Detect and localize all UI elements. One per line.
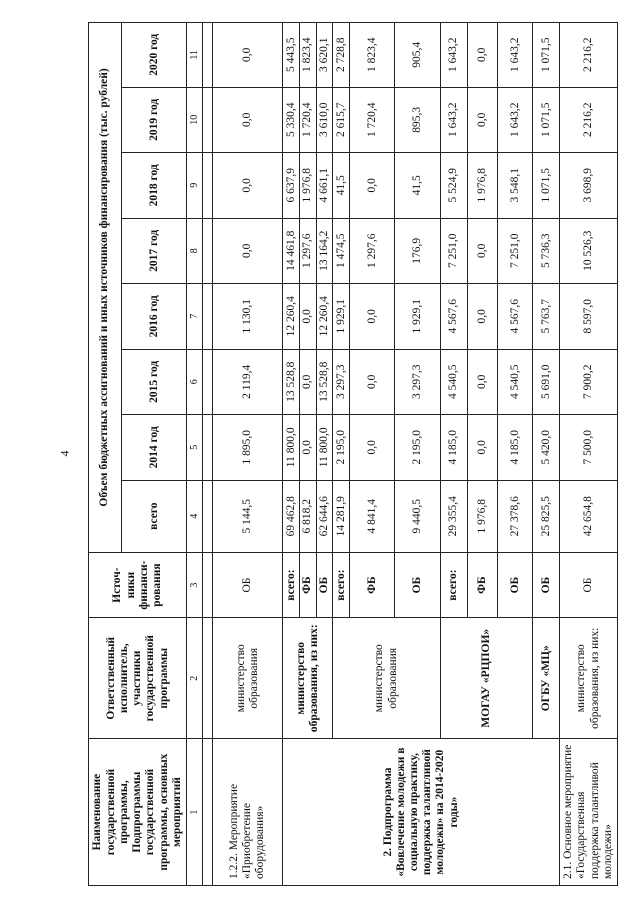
header-year: 2016 год — [121, 284, 187, 350]
header-executor: Ответственный исполнитель, участники государственной программы — [89, 618, 187, 739]
table-row: ФБ 1 976,8 0,0 0,0 0,0 0,0 1 976,8 0,0 0,0 — [467, 23, 498, 886]
table-row: ФБ 6 818,2 0,0 0,0 0,0 1 297,6 1 976,8 1 720,4 1 823,4 — [299, 23, 316, 886]
table-row: МОГАУ «РЦПОИ» всего: 29 355,4 4 185,0 4 540,5 4 567,6 7 251,0 5 524,9 1 643,2 1 643,2 — [440, 23, 467, 886]
column-index-row: 1 2 3 4 5 6 7 8 9 10 11 — [187, 23, 202, 886]
row-name: 2.1. Основное мероприятие «Государственная поддержка талантливой молодежи» — [560, 739, 618, 886]
row-source: ОБ — [213, 552, 283, 618]
table-row: 2.1. Основное мероприятие «Государственная поддержка талантливой молодежи» министерство образования, из них: ОБ 42 654,8 7 500,0 7 900,2 8 597,0 10 526,3 3 698,9 2 216,2 2 216,2 — [560, 23, 618, 886]
row-name: 1.2.2. Мероприятие «Приобретение оборудования» — [213, 739, 283, 886]
page-number: 4 — [57, 450, 72, 457]
table-row: ОБ 62 644,6 11 800,0 13 528,8 12 260,4 13 164,2 4 661,1 3 610,0 3 620,1 — [316, 23, 333, 886]
spacer-row — [202, 23, 212, 886]
header-year: 2017 год — [121, 218, 187, 284]
row-source: ОБ — [560, 552, 618, 618]
document-sheet — [88, 22, 618, 886]
header-year: 2018 год — [121, 153, 187, 219]
header-year: 2015 год — [121, 349, 187, 415]
header-year: 2019 год — [121, 87, 187, 153]
rotated-table-wrapper — [88, 22, 618, 886]
table-row: ОГБУ «МЦ» ОБ 25 825,5 5 420,0 5 691,0 5 763,7 5 736,3 1 071,5 1 071,5 1 071,5 — [533, 23, 560, 886]
header-name: Наименование государственной программы, Подпрограммы государственной программы, основных мероприятий — [89, 739, 187, 886]
row-executor: министерство образования — [213, 618, 283, 739]
row-executor: ОГБУ «МЦ» — [533, 618, 560, 739]
row-executor: министерство образования — [333, 618, 440, 739]
table-row: ОБ 27 378,6 4 185,0 4 540,5 4 567,6 7 251,0 3 548,1 1 643,2 1 643,2 — [498, 23, 533, 886]
row-executor: МОГАУ «РЦПОИ» — [440, 618, 533, 739]
table-row: 2. Подпрограмма «Вовлечение молодежи в социальную практику, поддержка талантливой молодежи» на 2014-2020 годы» министерство образования, из них: всего: 69 462,8 11 800,0 13 528,8 12 260,4 14 461,8 6 637,9 5 330,4 5 443,5 — [283, 23, 300, 886]
table-row: ФБ 4 841,4 0,0 0,0 0,0 1 297,6 0,0 1 720,4 1 823,4 — [350, 23, 395, 886]
table-row: министерство образования всего: 14 281,9 2 195,0 3 297,3 1 929,1 1 474,5 41,5 2 615,7 2 728,8 — [333, 23, 350, 886]
table-row: 1.2.2. Мероприятие «Приобретение оборудования» министерство образования ОБ 5 144,5 1 895,0 2 119,4 1 130,1 0,0 0,0 0,0 0,0 — [213, 23, 283, 886]
header-source: Источ-ники финанси-рования — [89, 552, 187, 618]
funding-table — [88, 22, 618, 886]
row-executor: министерство образования, из них: — [283, 618, 333, 739]
header-year: 2020 год — [121, 23, 187, 88]
header-funding-group: Объем бюджетных ассигнований и иных источников финансирования (тыс. рублей) — [89, 23, 122, 553]
row-executor: министерство образования, из них: — [560, 618, 618, 739]
subprogram-name: 2. Подпрограмма «Вовлечение молодежи в социальную практику, поддержка талантливой молодежи» на 2014-2020 годы» — [283, 739, 560, 886]
header-total: всего — [121, 480, 187, 552]
header-year: 2014 год — [121, 415, 187, 481]
table-row: ОБ 9 440,5 2 195,0 3 297,3 1 929,1 176,9 41,5 895,3 905,4 — [395, 23, 440, 886]
